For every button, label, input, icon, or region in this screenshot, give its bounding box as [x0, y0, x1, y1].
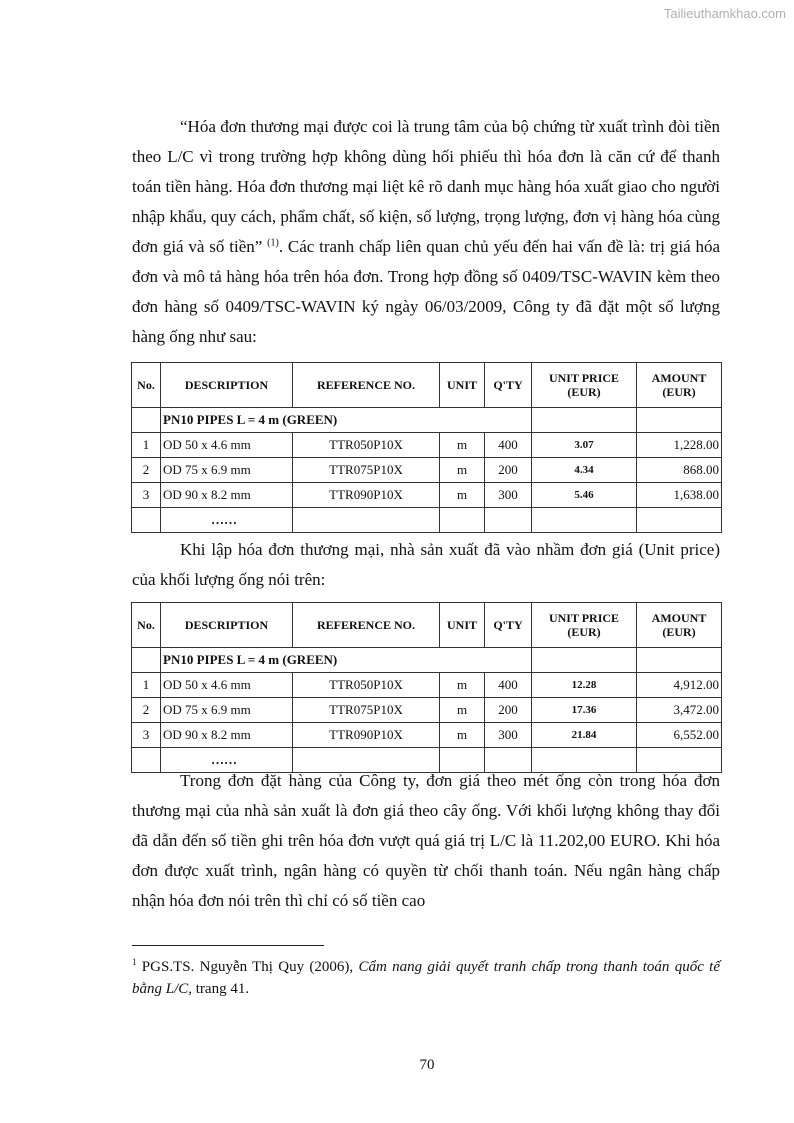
cell-qty: 200: [485, 458, 532, 483]
header-unit-price-line2: (EUR): [567, 385, 601, 399]
section-row: [132, 408, 722, 433]
cell-reference: TTR090P10X: [293, 723, 440, 748]
cell-empty: [532, 648, 637, 673]
header-reference: REFERENCE NO.: [293, 363, 440, 408]
footnote-title: Cẩm nang giải quyết tranh chấp trong thanh toán quốc tế bằng L/C,: [132, 959, 720, 997]
cell-qty: 300: [485, 723, 532, 748]
cell-empty: [132, 408, 161, 433]
citation-marker: (1): [267, 237, 279, 249]
cell-qty: 300: [485, 483, 532, 508]
table-header-row: [132, 603, 722, 648]
header-no: No.: [132, 603, 161, 648]
cell-qty: 200: [485, 698, 532, 723]
cell-empty: [485, 508, 532, 533]
cell-empty: [637, 648, 722, 673]
table-header-row: [132, 363, 722, 408]
table-row: [132, 698, 722, 723]
cell-amount: 868.00: [637, 458, 722, 483]
table-row: [132, 723, 722, 748]
header-amount: [637, 603, 722, 648]
header-qty: Q'TY: [485, 363, 532, 408]
cell-empty: [440, 508, 485, 533]
footnote-author: PGS.TS. Nguyễn Thị Quy (2006),: [141, 959, 359, 975]
cell-no: 1: [132, 433, 161, 458]
cell-amount: 6,552.00: [637, 723, 722, 748]
cell-no: 3: [132, 483, 161, 508]
footnote-divider: [132, 945, 324, 946]
cell-description: OD 75 x 6.9 mm: [161, 698, 293, 723]
cell-description: OD 50 x 4.6 mm: [161, 673, 293, 698]
cell-unit: m: [440, 698, 485, 723]
cell-unit-price: 17.36: [532, 698, 637, 723]
footnote: [132, 956, 720, 1000]
cell-description: OD 90 x 8.2 mm: [161, 483, 293, 508]
cell-qty: 400: [485, 673, 532, 698]
cell-reference: TTR075P10X: [293, 458, 440, 483]
table-row: [132, 673, 722, 698]
header-amount-line2: (EUR): [662, 625, 696, 639]
invoice-table: [131, 602, 722, 773]
cell-unit: m: [440, 673, 485, 698]
header-unit-price-line1: UNIT PRICE: [548, 611, 620, 625]
cell-reference: TTR050P10X: [293, 433, 440, 458]
header-qty: Q'TY: [485, 603, 532, 648]
header-unit-price: [532, 603, 637, 648]
header-amount: [637, 363, 722, 408]
cell-description: OD 90 x 8.2 mm: [161, 723, 293, 748]
cell-unit-price: 3.07: [532, 433, 637, 458]
page-number: 70: [419, 1057, 435, 1073]
header-unit: UNIT: [440, 363, 485, 408]
cell-unit: m: [440, 458, 485, 483]
header-unit: UNIT: [440, 603, 485, 648]
header-description: DESCRIPTION: [161, 603, 293, 648]
table-row: [132, 508, 722, 533]
cell-reference: TTR075P10X: [293, 698, 440, 723]
cell-description: OD 75 x 6.9 mm: [161, 458, 293, 483]
watermark: Tailieuthamkhao.com: [663, 6, 786, 21]
cell-unit-price: 21.84: [532, 723, 637, 748]
table-row: [132, 433, 722, 458]
cell-amount: 1,228.00: [637, 433, 722, 458]
section-label: PN10 PIPES L = 4 m (GREEN): [161, 408, 532, 433]
cell-no: 2: [132, 698, 161, 723]
cell-ellipsis: ……: [161, 748, 293, 773]
cell-empty: [532, 508, 637, 533]
table-row: [132, 458, 722, 483]
cell-unit-price: 5.46: [532, 483, 637, 508]
header-amount-line1: AMOUNT: [651, 371, 707, 385]
cell-amount: 3,472.00: [637, 698, 722, 723]
cell-empty: [132, 648, 161, 673]
cell-empty: [293, 508, 440, 533]
cell-unit: m: [440, 483, 485, 508]
cell-no: 3: [132, 723, 161, 748]
header-unit-price-line1: UNIT PRICE: [548, 371, 620, 385]
cell-amount: 1,638.00: [637, 483, 722, 508]
footnote-page: trang 41.: [192, 981, 250, 997]
header-reference: REFERENCE NO.: [293, 603, 440, 648]
cell-no: 2: [132, 458, 161, 483]
paragraph-3: Trong đơn đặt hàng của Công ty, đơn giá theo mét ống còn trong hóa đơn thương mại của nhà sản xuất là đơn giá theo cây ống. Với khối lượng không thay đổi đã dẫn đến số tiền ghi trên hóa đơn vượt quá giá trị L/C là 11.202,00 EURO. Khi hóa đơn được xuất trình, ngân hàng có quyền từ chối thanh toán. Nếu ngân hàng chấp nhận hóa đơn nói trên thì chỉ có số tiền cao: [132, 771, 720, 910]
cell-no: 1: [132, 673, 161, 698]
paragraph-1-text-a: “Hóa đơn thương mại được coi là trung tâm của bộ chứng từ xuất trình đòi tiền theo L/C vì trong trường hợp không dùng hối phiếu thì hóa đơn là căn cứ để thanh toán tiền hàng. Hóa đơn thương mại liệt kê rõ danh mục hàng hóa xuất giao cho người nhập khẩu, quy cách, phẩm chất, số kiện, số lượng, trọng lượng, đơn vị hàng hóa cùng đơn giá và số tiền”: [132, 117, 720, 256]
table-row: [132, 483, 722, 508]
header-description: DESCRIPTION: [161, 363, 293, 408]
header-amount-line2: (EUR): [662, 385, 696, 399]
cell-empty: [637, 408, 722, 433]
cell-unit-price: 12.28: [532, 673, 637, 698]
cell-qty: 400: [485, 433, 532, 458]
header-unit-price: [532, 363, 637, 408]
header-unit-price-line2: (EUR): [567, 625, 601, 639]
cell-unit-price: 4.34: [532, 458, 637, 483]
cell-ellipsis: ……: [161, 508, 293, 533]
header-no: No.: [132, 363, 161, 408]
paragraph-1: [132, 112, 720, 352]
cell-description: OD 50 x 4.6 mm: [161, 433, 293, 458]
section-row: [132, 648, 722, 673]
cell-empty: [132, 508, 161, 533]
paragraph-2: Khi lập hóa đơn thương mại, nhà sản xuất đã vào nhầm đơn giá (Unit price) của khối lượng ống nói trên:: [132, 540, 720, 589]
cell-amount: 4,912.00: [637, 673, 722, 698]
cell-reference: TTR050P10X: [293, 673, 440, 698]
footnote-marker: 1: [132, 957, 137, 967]
cell-empty: [637, 508, 722, 533]
cell-unit: m: [440, 433, 485, 458]
cell-empty: [532, 408, 637, 433]
paragraph-1-text-b: . Các tranh chấp liên quan chủ yếu đến hai vấn đề là: trị giá hóa đơn và mô tả hàng hóa trên hóa đơn. Trong hợp đồng số 0409/TSC-WAVIN kèm theo đơn hàng số 0409/TSC-WAVIN ký ngày 06/03/2009, Công ty đã đặt một số lượng hàng ống như sau:: [132, 237, 721, 346]
cell-reference: TTR090P10X: [293, 483, 440, 508]
header-amount-line1: AMOUNT: [651, 611, 707, 625]
section-label: PN10 PIPES L = 4 m (GREEN): [161, 648, 532, 673]
order-table: [131, 362, 722, 533]
cell-unit: m: [440, 723, 485, 748]
